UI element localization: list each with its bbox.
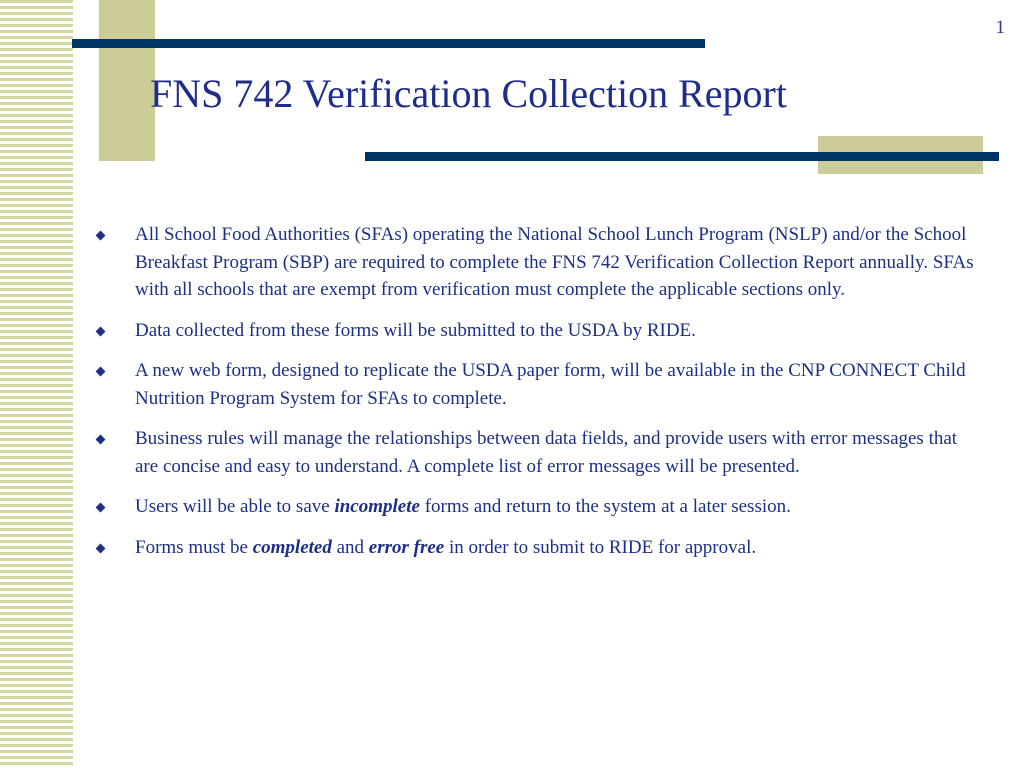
bullet-item bbox=[95, 357, 975, 412]
slide-title: FNS 742 Verification Collection Report bbox=[150, 71, 787, 116]
bullet-item bbox=[95, 425, 975, 480]
bullet-list bbox=[95, 221, 975, 574]
diamond-bullet-icon bbox=[96, 326, 106, 336]
diamond-bullet-icon bbox=[96, 231, 106, 241]
bullet-item bbox=[95, 317, 975, 345]
title-rule-bottom bbox=[365, 152, 999, 161]
bullet-text: All School Food Authorities (SFAs) operating the National School Lunch Program (NSLP) and/or the School Breakfast Program (SBP) are required to complete the FNS 742 Verification Collection Report annually. SFAs with all schools that are exempt from verification must complete the applicable sections only. bbox=[135, 224, 974, 300]
emphasis-completed: completed bbox=[252, 536, 332, 558]
bullet-text: Business rules will manage the relationships between data fields, and provide users with error messages that are concise and easy to understand. A complete list of error messages will be presented. bbox=[135, 428, 958, 477]
decorative-block-left bbox=[99, 0, 155, 161]
diamond-bullet-icon bbox=[96, 543, 106, 553]
bullet-item bbox=[95, 221, 975, 304]
bullet-item bbox=[95, 534, 975, 562]
emphasis-error-free: error free bbox=[368, 536, 445, 558]
emphasis-incomplete: incomplete bbox=[334, 496, 420, 517]
decorative-stripe-band bbox=[0, 0, 73, 768]
bullet-text-part: forms and return to the system at a later session. bbox=[419, 496, 791, 517]
slide-number: 1 bbox=[995, 17, 1005, 38]
bullet-text-part: and bbox=[331, 536, 369, 558]
bullet-text-part: Forms must be bbox=[135, 536, 253, 558]
bullet-text: A new web form, designed to replicate the USDA paper form, will be available in the CNP CONNECT Child Nutrition Program System for SFAs to complete. bbox=[135, 360, 966, 409]
bullet-text-part: Users will be able to save bbox=[135, 496, 335, 517]
title-rule-top bbox=[72, 39, 705, 48]
bullet-text: Data collected from these forms will be submitted to the USDA by RIDE. bbox=[135, 319, 696, 341]
diamond-bullet-icon bbox=[96, 435, 106, 445]
diamond-bullet-icon bbox=[96, 503, 106, 513]
bullet-text-part: in order to submit to RIDE for approval. bbox=[444, 536, 757, 558]
diamond-bullet-icon bbox=[96, 367, 106, 377]
bullet-item bbox=[95, 493, 975, 521]
